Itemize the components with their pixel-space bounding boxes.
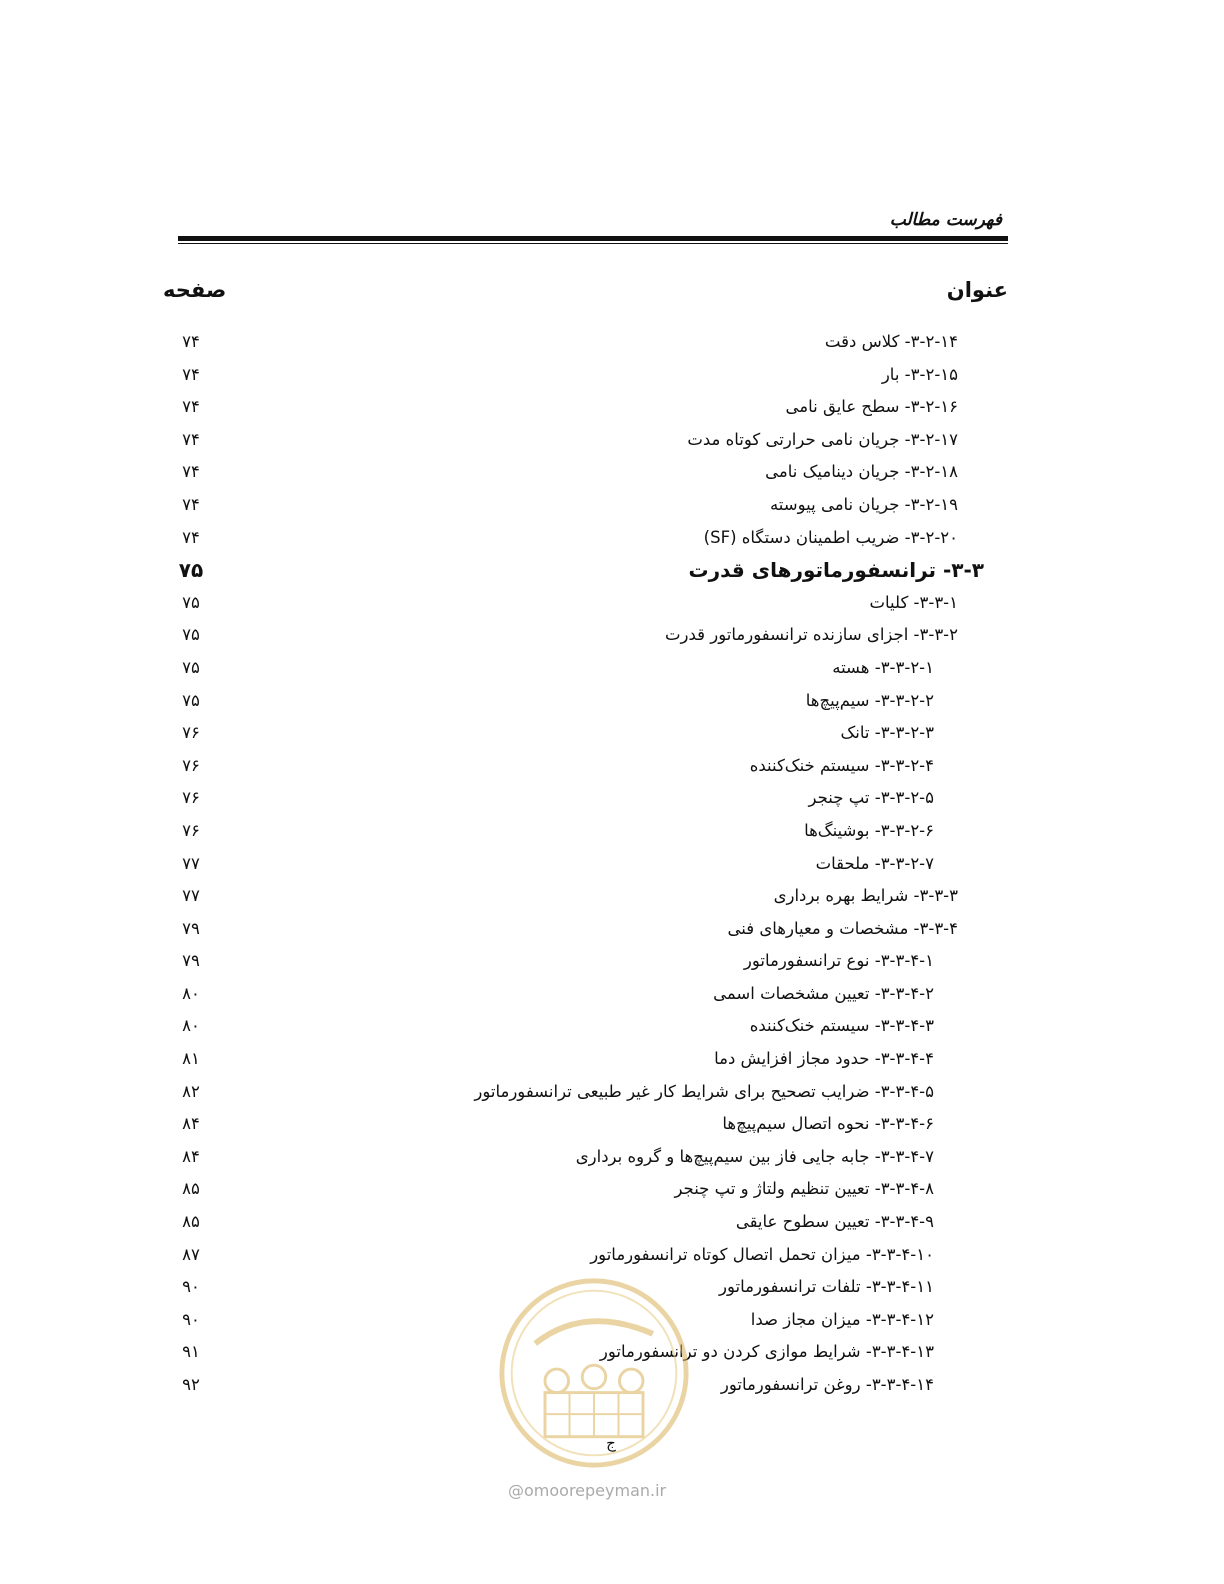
- toc-entry-row: [0, 456, 1224, 489]
- toc-entry-page: ۷۴: [182, 494, 200, 514]
- toc-entry-page: ۷۴: [182, 364, 200, 384]
- toc-entry-page: ۹۰: [182, 1277, 200, 1297]
- toc-entry-title: ۳-۳-۲-۶- بوشینگ‌ها: [804, 820, 934, 840]
- toc-entry-title: ۳-۳-۲-۴- سیستم خنک‌کننده: [749, 755, 934, 775]
- toc-entry-row: [0, 1108, 1224, 1141]
- toc-entry-page: ۸۴: [182, 1114, 200, 1134]
- toc-entry-page: ۷۵: [182, 625, 200, 645]
- toc-chapter-row: [0, 554, 1224, 587]
- toc-entry-row: [0, 815, 1224, 848]
- toc-entry-title: ۳-۲-۱۶- سطح عایق نامی: [785, 397, 958, 417]
- toc-entry-title: ۳-۳-۴-۳- سیستم خنک‌کننده: [749, 1016, 934, 1036]
- toc-entry-title: ۳-۲-۱۸- جریان دینامیک نامی: [765, 462, 958, 482]
- toc-entry-title: ۳-۳-۴-۸- تعیین تنظیم ولتاژ و تپ چنجر: [674, 1179, 934, 1199]
- toc-entry-page: ۸۷: [182, 1244, 200, 1264]
- toc-entry-row: [0, 1076, 1224, 1109]
- toc-entry-title: ۳-۳- ترانسفورماتورهای قدرت: [688, 558, 984, 583]
- toc-entry-row: [0, 587, 1224, 620]
- toc-entry-title: ۳-۳-۴-۷- جابه جایی فاز بین سیم‌پیچ‌ها و گروه برداری: [575, 1146, 934, 1166]
- toc-entry-page: ۷۶: [182, 788, 200, 808]
- toc-entry-row: [0, 913, 1224, 946]
- toc-entry-title: ۳-۳-۲-۵- تپ چنجر: [808, 788, 934, 808]
- toc-entry-page: ۷۹: [182, 918, 200, 938]
- toc-entry-page: ۷۴: [182, 332, 200, 351]
- toc-entry-row: [0, 848, 1224, 881]
- toc-entry-page: ۷۴: [182, 429, 200, 449]
- toc-entry-title: ۳-۲-۱۹- جریان نامی پیوسته: [769, 494, 958, 514]
- toc-entry-title: ۳-۳-۴-۱۳- شرایط موازی کردن دو ترانسفورماتور: [599, 1342, 934, 1362]
- footer-page-marker: ج: [606, 1434, 616, 1452]
- toc-entry-page: ۷۶: [182, 755, 200, 775]
- toc-entry-page: ۸۲: [182, 1081, 200, 1101]
- toc-entry-page: ۸۰: [182, 1016, 200, 1036]
- toc-entry-page: ۸۵: [182, 1179, 200, 1199]
- toc-entry-page: ۷۶: [182, 723, 200, 743]
- watermark-seal-icon: [496, 1275, 692, 1471]
- toc-entry-title: ۳-۳-۴-۱۴- روغن ترانسفورماتور: [720, 1375, 934, 1394]
- toc-entry-page: ۷۵: [182, 657, 200, 677]
- toc-entry-page: ۸۵: [182, 1212, 200, 1232]
- title-column-heading: عنوان: [946, 278, 1008, 302]
- toc-entry-row: [0, 489, 1224, 522]
- toc-entry-row: [0, 1141, 1224, 1174]
- page-column-heading: صفحه: [163, 278, 227, 302]
- toc-entry-row: [0, 1173, 1224, 1206]
- toc-entry-title: ۳-۳-۲- اجزای سازنده ترانسفورماتور قدرت: [665, 625, 958, 645]
- toc-entry-page: ۷۹: [182, 951, 200, 971]
- toc-entry-page: ۹۱: [182, 1342, 200, 1362]
- header-title: فهرست مطالب: [889, 210, 1002, 230]
- toc-entry-row: [0, 880, 1224, 913]
- toc-entry-title: ۳-۳-۴-۴- حدود مجاز افزایش دما: [714, 1049, 934, 1069]
- toc-entry-page: ۷۷: [182, 886, 200, 906]
- toc-entry-page: ۷۶: [182, 820, 200, 840]
- toc-entry-title: ۳-۳-۴-۵- ضرایب تصحیح برای شرایط کار غیر طبیعی ترانسفورماتور: [474, 1081, 934, 1101]
- toc-entry-page: ۷۴: [182, 397, 200, 417]
- toc-entry-title: ۳-۲-۱۷- جریان نامی حرارتی کوتاه مدت: [687, 429, 958, 449]
- toc-entry-page: ۷۴: [182, 527, 200, 547]
- toc-entry-title: ۳-۳-۴-۱- نوع ترانسفورماتور: [743, 951, 934, 971]
- toc-entry-page: ۹۰: [182, 1309, 200, 1329]
- toc-entry-row: [0, 522, 1224, 555]
- toc-entry-title: ۳-۳-۴-۲- تعیین مشخصات اسمی: [713, 983, 934, 1003]
- toc-entry-page: ۷۴: [182, 462, 200, 482]
- toc-entry-title: ۳-۳-۴-۱۱- تلفات ترانسفورماتور: [719, 1277, 934, 1297]
- toc-entry-row: [0, 1043, 1224, 1076]
- toc-entry-page: ۸۱: [182, 1049, 200, 1069]
- header-rule-thin: [178, 243, 1008, 244]
- toc-entry-title: ۳-۲-۱۴- کلاس دقت: [824, 332, 958, 351]
- toc-entry-title: ۳-۳-۲-۳- تانک: [840, 723, 934, 743]
- toc-entry-page: ۷۷: [182, 853, 200, 873]
- toc-entry-row: [0, 391, 1224, 424]
- toc-entry-title: ۳-۳-۴-۱۰- میزان تحمل اتصال کوتاه ترانسفورماتور: [590, 1244, 934, 1264]
- toc-entry-page: ۸۴: [182, 1146, 200, 1166]
- toc-entry-row: [0, 1010, 1224, 1043]
- toc-entry-row: [0, 978, 1224, 1011]
- toc-entry-title: ۳-۳-۱- کلیات: [869, 592, 958, 612]
- toc-entry-title: ۳-۳-۳- شرایط بهره برداری: [773, 886, 958, 906]
- toc-entry-title: ۳-۳-۴- مشخصات و معیارهای فنی: [727, 918, 958, 938]
- toc-entry-row: [0, 652, 1224, 685]
- toc-entry-title: ۳-۲-۱۵- بار: [881, 364, 958, 384]
- header-rule-thick: [178, 236, 1008, 241]
- toc-entry-row: [0, 750, 1224, 783]
- toc-entry-row: [0, 685, 1224, 718]
- toc-entry-title: ۳-۳-۴-۱۲- میزان مجاز صدا: [750, 1309, 934, 1329]
- toc-entry-page: ۷۵: [182, 592, 200, 612]
- watermark-url: @omoorepeyman.ir: [508, 1481, 667, 1500]
- toc-entry-row: [0, 717, 1224, 750]
- toc-entry-row: [0, 1206, 1224, 1239]
- toc-entry-row: [0, 424, 1224, 457]
- toc-entry-page: ۸۰: [182, 983, 200, 1003]
- toc-entry-page: ۷۵: [182, 690, 200, 710]
- toc-entry-row: [0, 945, 1224, 978]
- toc-entry-title: ۳-۲-۲۰- ضریب اطمینان دستگاه (SF): [703, 527, 958, 547]
- toc-entry-title: ۳-۳-۲-۷- ملحقات: [815, 853, 934, 873]
- toc-entry-title: ۳-۳-۴-۶- نحوه اتصال سیم‌پیچ‌ها: [722, 1114, 934, 1134]
- toc-entry-title: ۳-۳-۲-۱- هسته: [832, 657, 934, 677]
- toc-entry-row: [0, 782, 1224, 815]
- toc-entry-row: [0, 326, 1224, 359]
- toc-entry-page: ۷۵: [178, 558, 204, 583]
- toc-entry-row: [0, 619, 1224, 652]
- table-of-contents: [0, 326, 1224, 1402]
- toc-entry-row: [0, 359, 1224, 392]
- toc-entry-page: ۹۲: [182, 1375, 200, 1394]
- toc-entry-title: ۳-۳-۴-۹- تعیین سطوح عایقی: [735, 1212, 934, 1232]
- toc-entry-row: [0, 1239, 1224, 1272]
- toc-entry-title: ۳-۳-۲-۲- سیم‌پیچ‌ها: [805, 690, 934, 710]
